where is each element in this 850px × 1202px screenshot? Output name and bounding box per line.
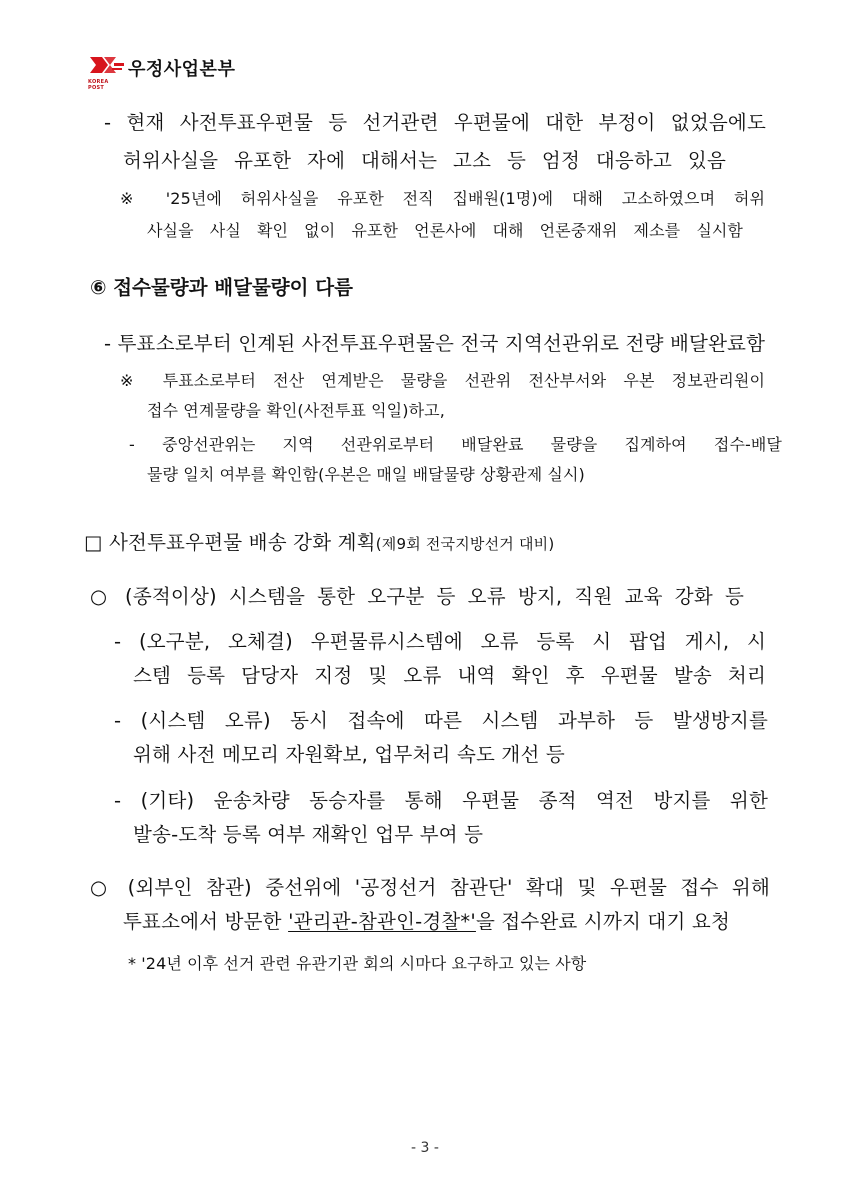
org-logo (88, 52, 236, 91)
text-line: 허위사실을 유포한 자에 대해서는 고소 등 엄정 대응하고 있음 (123, 149, 726, 172)
text-span: 투표소에서 방문한 (123, 910, 289, 933)
section-heading: ⑥ 접수물량과 배달물량이 다름 (90, 276, 353, 299)
sub-item: 스템 등록 담당자 지정 및 오류 내역 확인 후 우편물 발송 처리 (133, 664, 766, 687)
note-line: ※ 투표소로부터 전산 연계받은 물량을 선관위 전산부서와 우본 정보관리원이 (120, 371, 765, 390)
sub-item: 위해 사전 메모리 자원확보, 업무처리 속도 개선 등 (133, 743, 565, 766)
underlined-span: '관리관-참관인-경찰*' (288, 910, 476, 933)
text-line: - 현재 사전투표우편물 등 선거관련 우편물에 대한 부정이 없었음에도 (104, 111, 766, 134)
note-line: - 중앙선관위는 지역 선관위로부터 배달완료 물량을 집계하여 접수-배달 (129, 435, 782, 454)
note-line: 접수 연계물량을 확인(사전투표 익일)하고, (147, 401, 445, 420)
section-title-main: □ 사전투표우편물 배송 강화 계획 (84, 531, 376, 554)
sub-item: - (오구분, 오체결) 우편물류시스템에 오류 등록 시 팝업 게시, 시 (114, 630, 766, 653)
text-span: 을 접수완료 시까지 대기 요청 (475, 910, 730, 933)
sub-item: 발송-도착 등록 여부 재확인 업무 부여 등 (133, 823, 484, 846)
bullet-item-cont (123, 906, 730, 934)
bullet-item: ○ (종적이상) 시스템을 통한 오구분 등 오류 방지, 직원 교육 강화 등 (90, 585, 744, 608)
sub-item: - (기타) 운송차량 동승자를 통해 우편물 종적 역전 방지를 위한 (114, 789, 768, 812)
section-title-sub: (제9회 전국지방선거 대비) (375, 535, 555, 553)
note-line: 물량 일치 여부를 확인함(우본은 매일 배달물량 상황관제 실시) (147, 465, 585, 484)
sub-item: - (시스템 오류) 동시 접속에 따른 시스템 과부하 등 발생방지를 (114, 709, 768, 732)
footnote: * '24년 이후 선거 관련 유관기관 회의 시마다 요구하고 있는 사항 (128, 954, 587, 973)
section-title (84, 527, 554, 555)
page-number: - 3 - (411, 1140, 439, 1156)
text-line: - 투표소로부터 인계된 사전투표우편물은 전국 지역선관위로 전량 배달완료함 (104, 332, 766, 355)
note-line: ※ '25년에 허위사실을 유포한 전직 집배원(1명)에 대해 고소하였으며 허위 (120, 189, 765, 208)
note-line: 사실을 사실 확인 없이 유포한 언론사에 대해 언론중재위 제소를 실시함 (147, 221, 743, 240)
logo-subtext: KOREA POST (88, 79, 109, 91)
bullet-item: ○ (외부인 참관) 중선위에 '공정선거 참관단' 확대 및 우편물 접수 위해 (90, 876, 770, 899)
org-name: 우정사업본부 (128, 59, 236, 80)
korea-post-logo-icon (88, 53, 124, 91)
